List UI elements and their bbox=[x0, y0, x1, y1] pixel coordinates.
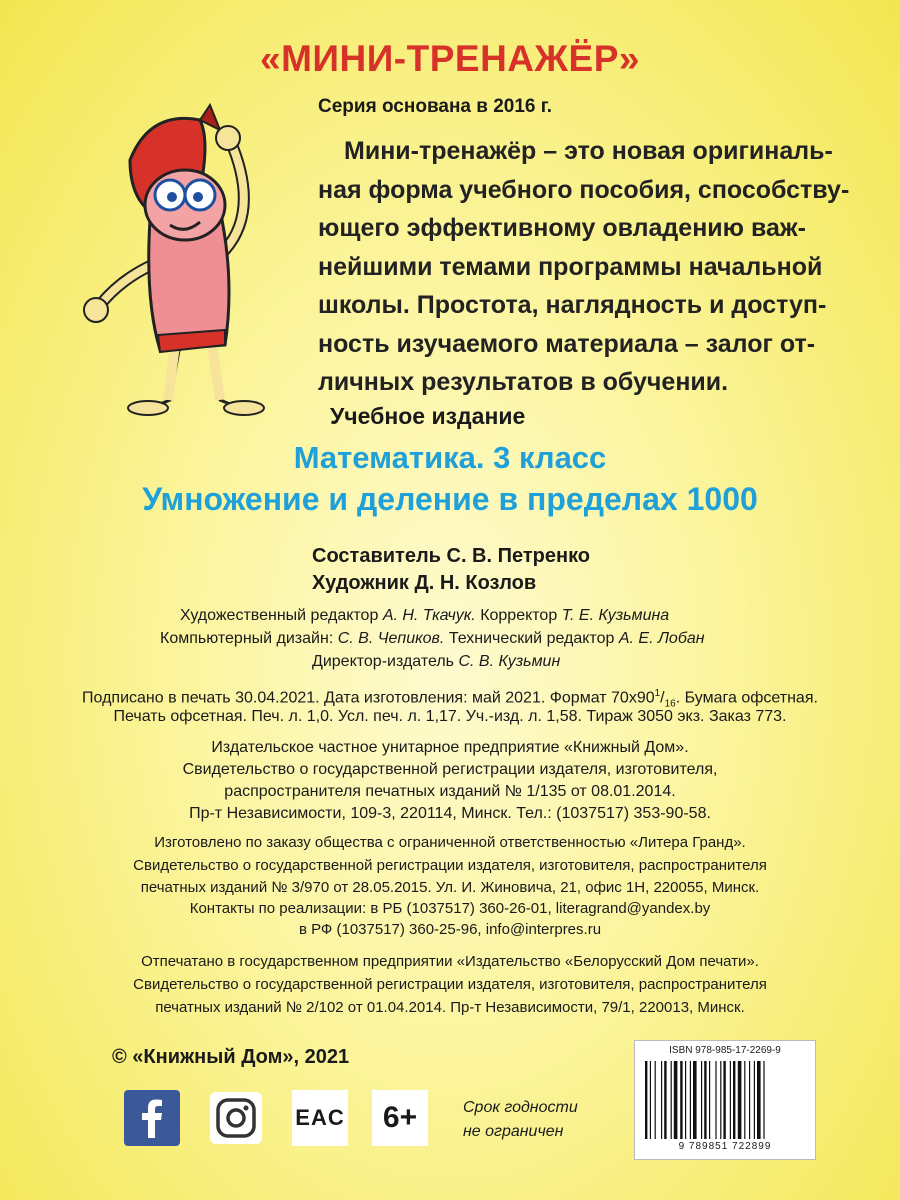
copyright: © «Книжный Дом», 2021 bbox=[112, 1046, 350, 1068]
publisher-line: распространителя печатных изданий № 1/135 от 08.01.2014. bbox=[224, 783, 676, 800]
printer-line: Свидетельство о государственной регистрации издателя, изготовителя, распространителя bbox=[133, 976, 767, 993]
description-line: нейшими темами программы начальной bbox=[318, 252, 823, 281]
facebook-icon bbox=[124, 1090, 180, 1146]
isbn-number: ISBN 978-985-17-2269-9 bbox=[669, 1045, 781, 1056]
manufacturer-line: печатных изданий № 3/970 от 28.05.2015. Ул. И. Жиновича, 21, офис 1Н, 220055, Минск. bbox=[140, 879, 760, 896]
compiler: Составитель С. В. Петренко bbox=[312, 545, 591, 567]
eac-icon: EAC bbox=[292, 1090, 348, 1146]
design-label: Компьютерный дизайн: bbox=[160, 630, 334, 647]
publisher-address: Пр-т Независимости, 109-3, 220114, Минск. Тел.: (1037517) 353-90-58. bbox=[189, 805, 711, 822]
proofreader-name: Т. Е. Кузьмина bbox=[561, 607, 670, 624]
artist: Художник Д. Н. Козлов bbox=[312, 572, 537, 594]
manufacturer-line: Свидетельство о государственной регистрации издателя, изготовителя, распространителя bbox=[133, 857, 767, 874]
tech-editor-label: Технический редактор bbox=[448, 630, 615, 647]
tech-editor-name: А. Е. Лобан bbox=[618, 630, 705, 647]
print-info-line-2: Печать офсетная. Печ. л. 1,0. Усл. печ. л. 1,17. Уч.-изд. л. 1,58. Тираж 3050 экз. Заказ 773. bbox=[113, 708, 787, 725]
designer-name: С. В. Чепиков. bbox=[337, 630, 445, 647]
book-subject: Математика. 3 класс bbox=[293, 440, 607, 475]
director-label: Директор-издатель bbox=[312, 653, 455, 670]
art-editor-name: А. Н. Ткачук. bbox=[382, 607, 476, 624]
description-line: ная форма учебного пособия, способству- bbox=[318, 175, 850, 204]
barcode-graphic bbox=[643, 1061, 807, 1139]
shelf-life: Срок годности не ограничен bbox=[463, 1099, 578, 1140]
publisher-line: Свидетельство о государственной регистрации издателя, изготовителя, bbox=[182, 761, 718, 778]
sales-contacts-line: в РФ (1037517) 360-25-96, info@interpres.ru bbox=[298, 921, 602, 938]
book-topic: Умножение и деление в пределах 1000 bbox=[142, 481, 758, 517]
isbn-barcode bbox=[634, 1040, 816, 1160]
manufacturer-line: Изготовлено по заказу общества с ограниченной ответственностью «Литера Гранд». bbox=[154, 834, 746, 851]
staff-line-1 bbox=[180, 607, 669, 625]
pencil-mascot-illustration bbox=[60, 100, 320, 420]
series-title: «МИНИ-ТРЕНАЖЁР» bbox=[260, 38, 640, 79]
series-founded: Серия основана в 2016 г. bbox=[318, 96, 553, 117]
printer-line: печатных изданий № 2/102 от 01.04.2014. Пр-т Независимости, 79/1, 220013, Минск. bbox=[155, 999, 745, 1016]
director-name: С. В. Кузьмин bbox=[458, 653, 561, 670]
series-description bbox=[318, 132, 878, 402]
printer-line: Отпечатано в государственном предприятии «Издательство «Белорусский Дом печати». bbox=[141, 953, 759, 970]
description-line: ность изучаемого материала – залог от- bbox=[318, 329, 816, 358]
proofreader-label: Корректор bbox=[480, 607, 558, 624]
print-info-line-1: Подписано в печать 30.04.2021. Дата изготовления: май 2021. Формат $70х90^1/_{16}$. Бумага офсетная. bbox=[82, 688, 818, 710]
publisher-name: Издательское частное унитарное предприятие «Книжный Дом». bbox=[211, 739, 689, 756]
age-rating-badge: 6+ bbox=[372, 1090, 428, 1146]
barcode-number: 9 789851 722899 bbox=[678, 1141, 772, 1152]
instagram-icon bbox=[208, 1090, 264, 1146]
description-line: школы. Простота, наглядность и доступ- bbox=[318, 291, 827, 319]
art-editor-label: Художественный редактор bbox=[180, 607, 379, 624]
description-line: личных результатов в обучении. bbox=[318, 368, 729, 396]
description-line: Мини-тренажёр – это новая оригиналь- bbox=[344, 137, 833, 165]
sales-contacts-line: Контакты по реализации: в РБ (1037517) 360-26-01, literagrand@yandex.by bbox=[189, 900, 711, 917]
staff-line-2 bbox=[160, 630, 705, 648]
edition-type: Учебное издание bbox=[330, 403, 526, 429]
staff-line-3 bbox=[312, 653, 560, 671]
description-line: ющего эффективному овладению важ- bbox=[318, 214, 806, 242]
